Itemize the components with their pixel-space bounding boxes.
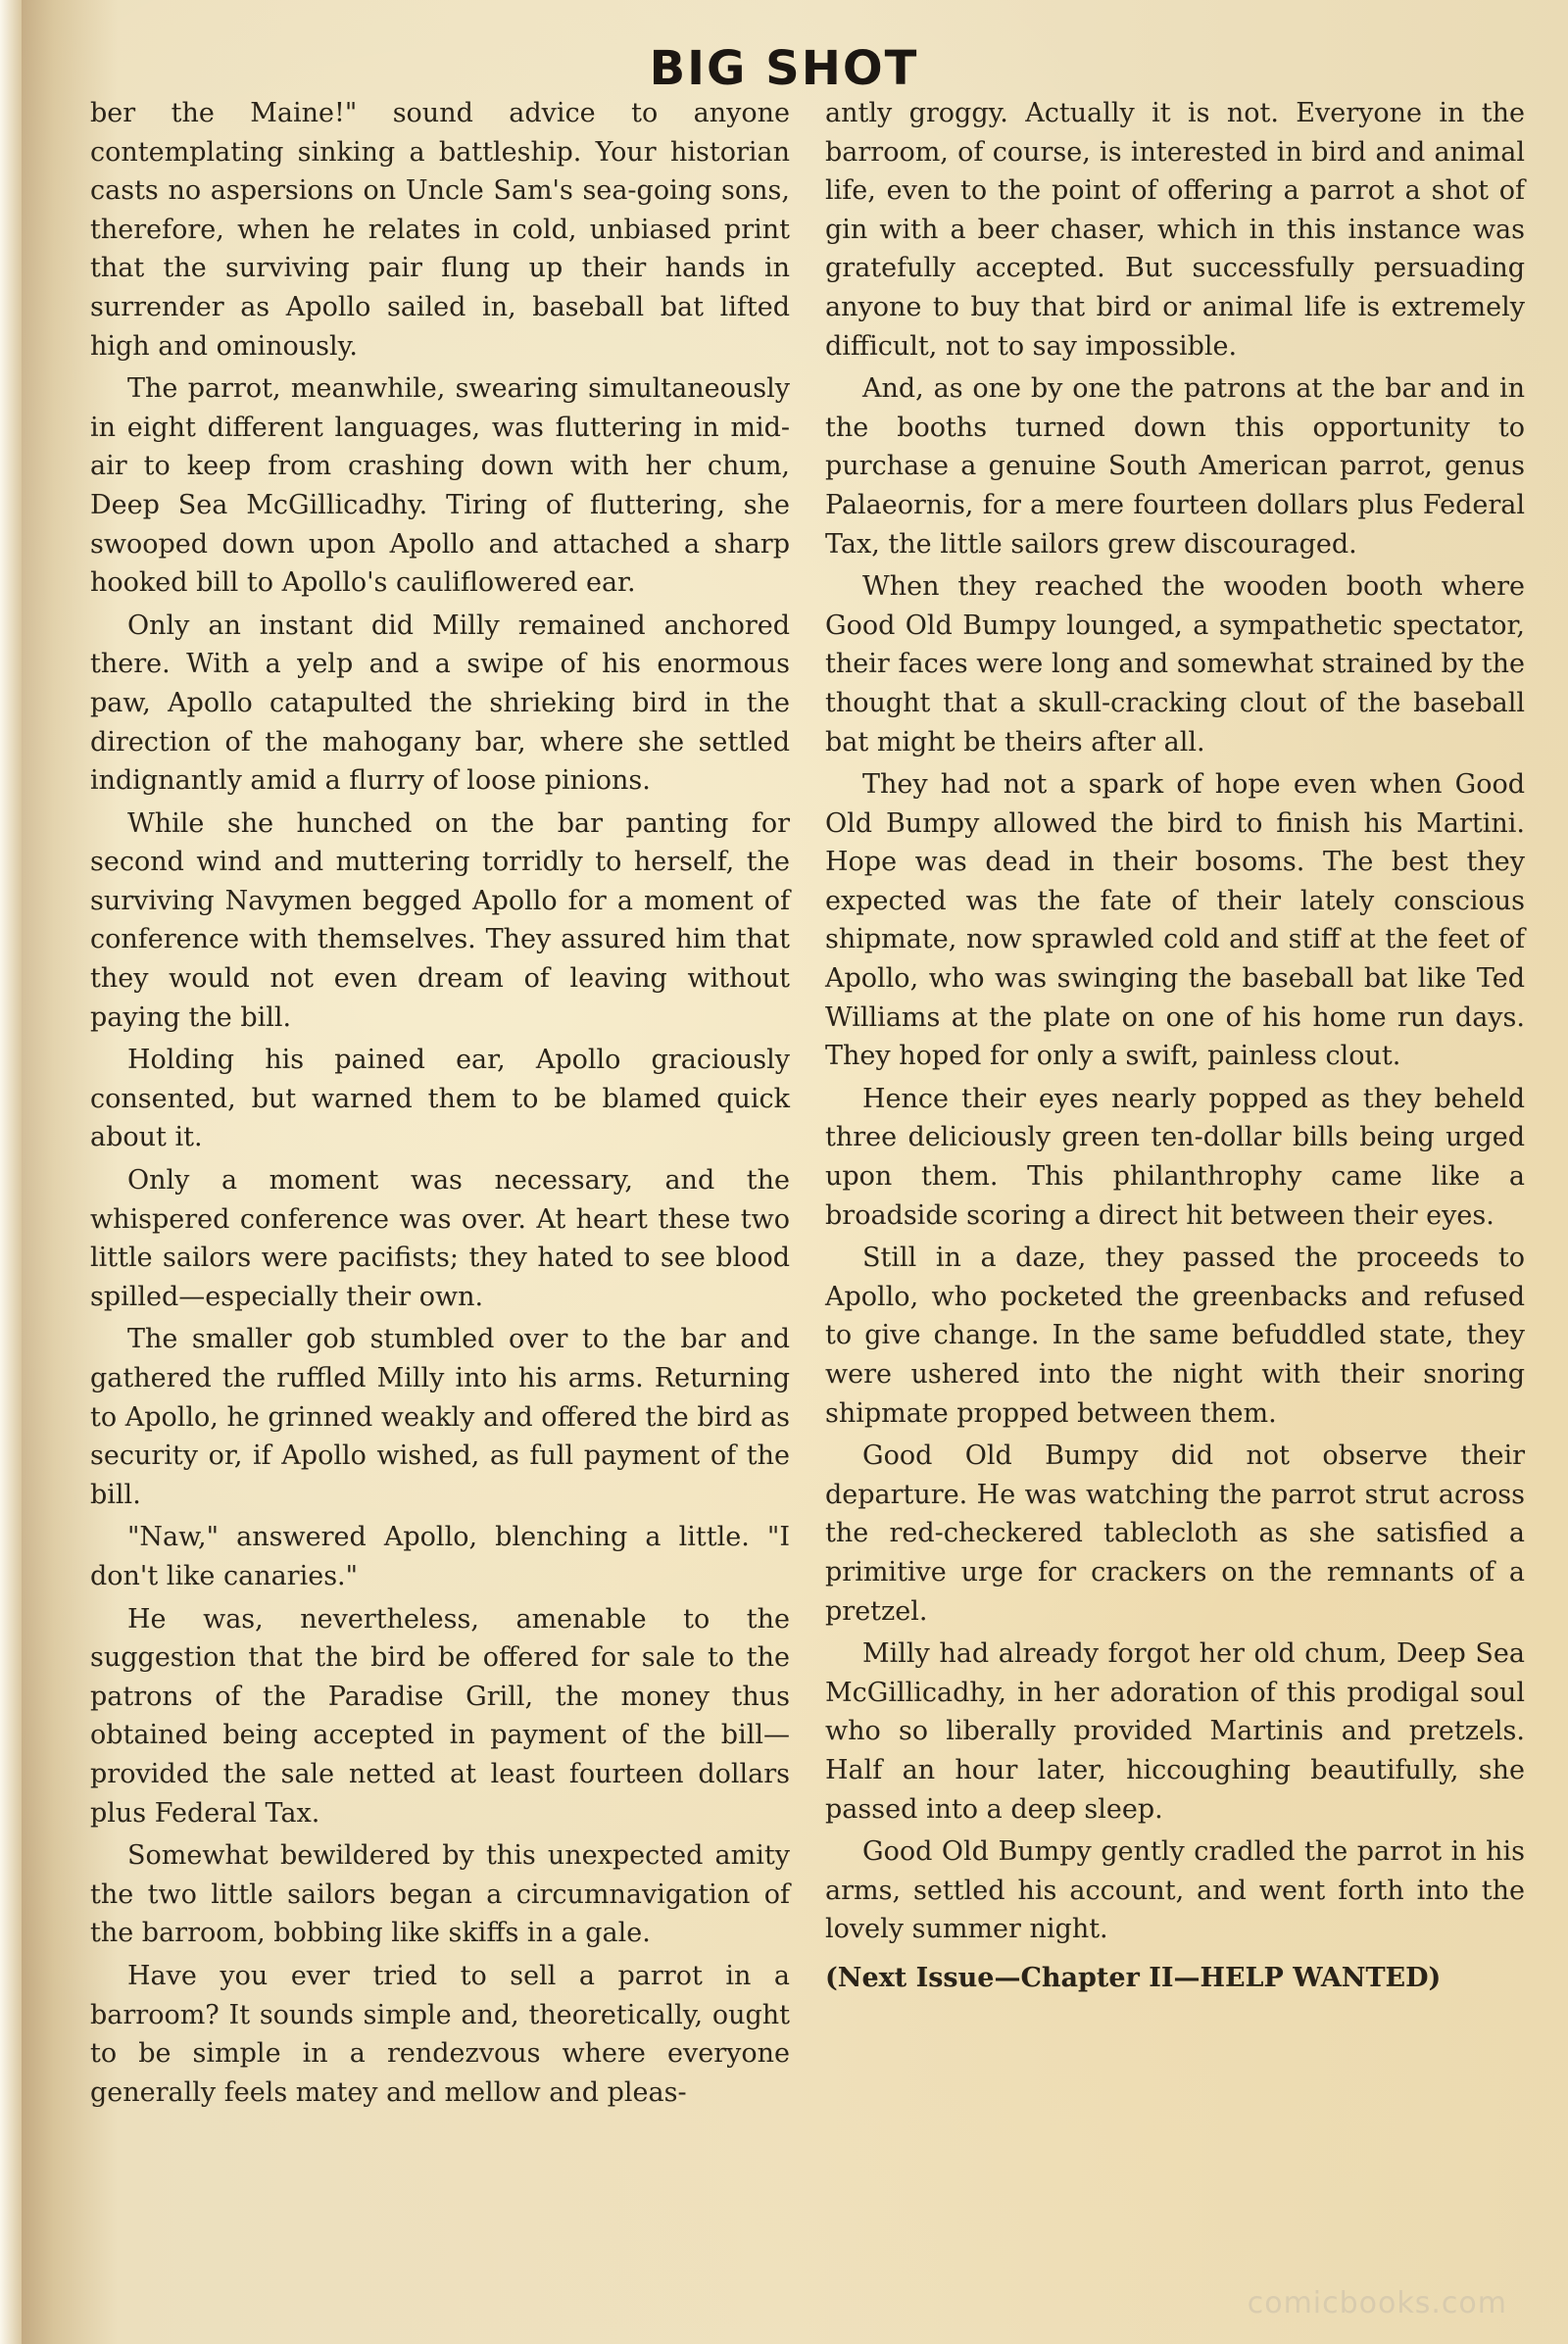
paragraph: "Naw," answered Apollo, blenching a little. "I don't like canaries." xyxy=(90,1522,790,1591)
next-issue-note: (Next Issue—Chapter II—HELP WANTED) xyxy=(825,1962,1442,1993)
paragraph: Milly had already forgot her old chum, Deep Sea McGillicadhy, in her adoration of this prodigal soul who so liberally provided Martinis and pretzels. Half an hour later, hiccoughing beautifully, she passed into a deep sleep. xyxy=(825,1638,1525,1825)
paragraph: The smaller gob stumbled over to the bar and gathered the ruffled Milly into his arms. Returning to Apollo, he grinned weakly and offered the bird as security or, if Apollo wished, as full payment of the bill. xyxy=(90,1324,790,1510)
paragraph: Still in a daze, they passed the proceeds to Apollo, who pocketed the greenbacks and refused to give change. In the same befuddled state, they were ushered into the night with their snoring shipmate propped between them. xyxy=(825,1243,1525,1429)
paragraph: When they reached the wooden booth where Good Old Bumpy lounged, a sympathetic spectator, their faces were long and somewhat strained by the thought that a skull-cracking clout of the baseball bat might be theirs after all. xyxy=(825,571,1525,757)
paragraph: Good Old Bumpy did not observe their departure. He was watching the parrot strut across the red-checkered tablecloth as she satisfied a primitive urge for crackers on the remnants of a pretzel. xyxy=(825,1441,1525,1627)
paragraph: ber the Maine!" sound advice to anyone contemplating sinking a battleship. Your historian casts no aspersions on Uncle Sam's sea-going sons, therefore, when he relates in cold, unbiased print that the surviving pair flung up their hands in surrender as Apollo sailed in, baseball bat lifted high and ominously. xyxy=(90,98,790,362)
paragraph: Somewhat bewildered by this unexpected amity the two little sailors began a circumnavigation of the barroom, bobbing like skiffs in a gale. xyxy=(90,1840,790,1949)
paragraph: And, as one by one the patrons at the bar and in the booths turned down this opportunity to purchase a genuine South American parrot, genus Palaeornis, for a mere fourteen dollars plus Federal Tax, the little sailors grew discouraged. xyxy=(825,373,1525,560)
paragraph: Holding his pained ear, Apollo graciously consented, but warned them to be blamed quick about it. xyxy=(90,1045,790,1153)
paragraph: While she hunched on the bar panting for second wind and muttering torridly to herself, the surviving Navymen begged Apollo for a moment of conference with themselves. They assured him that they would not even dream of leaving without paying the bill. xyxy=(90,807,790,1033)
paragraph: They had not a spark of hope even when Good Old Bumpy allowed the bird to finish his Martini. Hope was dead in their bosoms. The best they expected was the fate of their lately conscious shipmate, now sprawled cold and stiff at the feet of Apollo, who was swinging the baseball bat like Ted Williams at the plate on one of his home run days. They hoped for only a swift, painless clout. xyxy=(825,769,1525,1072)
paragraph: antly groggy. Actually it is not. Everyone in the barroom, of course, is interested in bird and animal life, even to the point of offering a parrot a shot of gin with a beer chaser, which in this instance was gratefully accepted. But successfully persuading anyone to buy that bird or animal life is extremely difficult, not to say impossible. xyxy=(825,98,1525,362)
right-column xyxy=(825,94,1525,2002)
paragraph: Good Old Bumpy gently cradled the parrot in his arms, settled his account, and went forth into the lovely summer night. xyxy=(825,1836,1525,1945)
paragraph: Only an instant did Milly remained anchored there. With a yelp and a swipe of his enormous paw, Apollo catapulted the shrieking bird in the direction of the mahogany bar, where she settled indignantly amid a flurry of loose pinions. xyxy=(90,610,790,797)
paragraph: Only a moment was necessary, and the whispered conference was over. At heart these two little sailors were pacifists; they hated to see blood spilled—especially their own. xyxy=(90,1165,790,1312)
paragraph: The parrot, meanwhile, swearing simultaneously in eight different languages, was fluttering in mid-air to keep from crashing down with her chum, Deep Sea McGillicadhy. Tiring of fluttering, she swooped down upon Apollo and attached a sharp hooked bill to Apollo's cauliflowered ear. xyxy=(90,373,790,599)
paragraph: Have you ever tried to sell a parrot in a barroom? It sounds simple and, theoretically, ought to be simple in a rendezvous where everyone generally feels matey and mellow and pleas- xyxy=(90,1960,790,2108)
page-title: BIG SHOT xyxy=(649,41,919,96)
paragraph: Hence their eyes nearly popped as they beheld three deliciously green ten-dollar bills being urged upon them. This philanthrophy came like a broadside scoring a direct hit between their eyes. xyxy=(825,1083,1525,1231)
paragraph: He was, nevertheless, amenable to the suggestion that the bird be offered for sale to the patrons of the Paradise Grill, the money thus obtained being accepted in payment of the bill—provided the sale netted at least fourteen dollars plus Federal Tax. xyxy=(90,1603,790,1829)
page-edge xyxy=(0,0,22,2344)
watermark: comicbooks.com xyxy=(1247,2286,1507,2320)
left-column xyxy=(90,94,790,2116)
